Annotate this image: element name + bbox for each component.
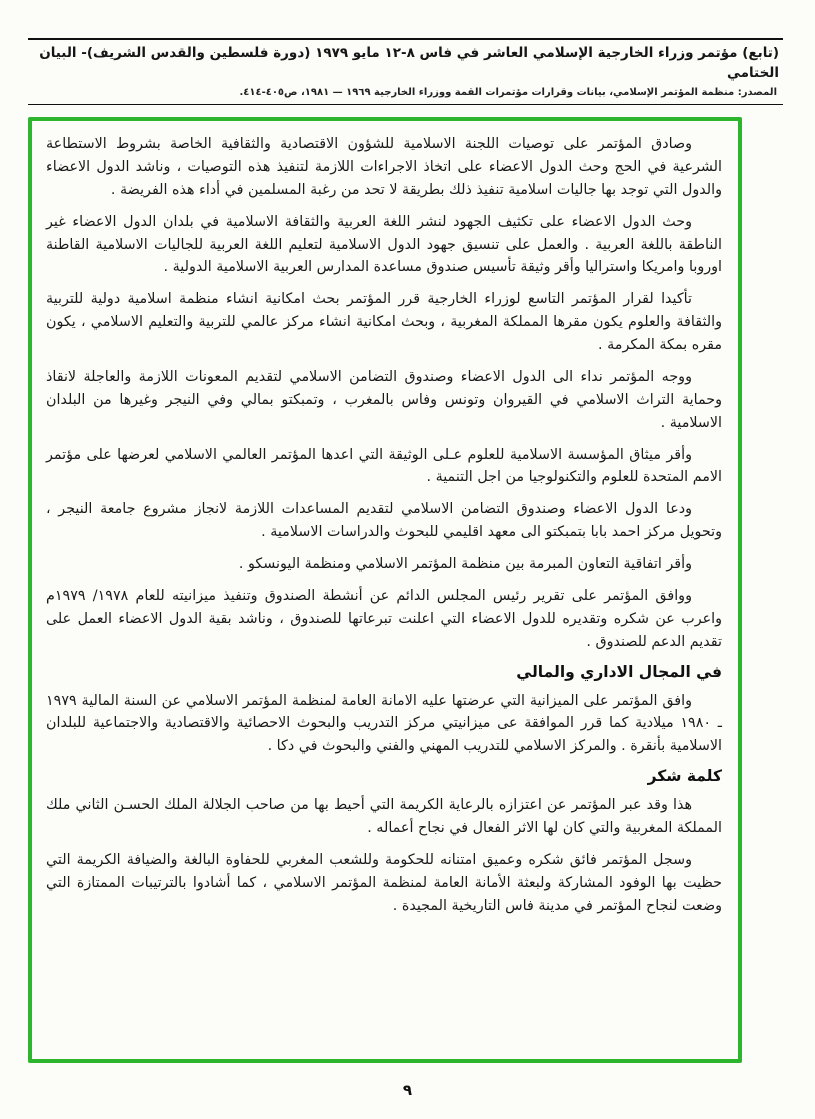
paragraph-arabic-language: وحث الدول الاعضاء على تكثيف الجهود لنشر اللغة العربية والثقافة الاسلامية في بلدان الدول الاعضاء غير الناطقة باللغة العربية . والعمل على تنسيق جهود الدول الاسلامية لتعليم اللغة العربية للجاليات الاسلامية القاطنة اوروبا وامريكا واستراليا وأقر وثيقة تأسيس صندوق مساعدة المدارس العربية الاسلامية الدولية .	[46, 213, 722, 276]
paragraph-morocco-thanks: وسجل المؤتمر فائق شكره وعميق امتنانه للحكومة وللشعب المغربي للحفاوة البالغة والضيافة الكريمة التي حظيت بها الوفود المشاركة ولبعثة الأمانة العامة لمنظمة المؤتمر الاسلامي ، كما أشادوا بالترتيبات الممتازة التي وضعت لنجاح المؤتمر في مدينة فاس التاريخية المجيدة .	[46, 851, 722, 914]
section-heading-thanks: كلمة شكر	[647, 767, 722, 786]
page-number: ٩	[402, 1081, 413, 1099]
section-heading-admin-financial: في المجال الاداري والمالي	[516, 662, 722, 681]
paragraph-education-organization: تأكيدا لقرار المؤتمر التاسع لوزراء الخارجية قرر المؤتمر بحث امكانية انشاء منظمة اسلامية دولية للتربية والثقافة والعلوم يكون مقرها المملكة المغربية ، وبحث امكانية انشاء مركز عالمي للتربية والتعليم الاسلامي ، يكون مقره بمكة المكرمة .	[46, 291, 722, 353]
document-header	[28, 38, 783, 105]
paragraph-unesco-agreement: وأقر اتفاقية التعاون المبرمة بين منظمة المؤتمر الاسلامي ومنظمة اليونسكو .	[238, 556, 692, 572]
paragraph-hajj-recommendations: وصادق المؤتمر على توصيات اللجنة الاسلامية للشؤون الاقتصادية والثقافية الخاصة بشروط الاستطاعة الشرعية في الحج وحث الدول الاعضاء على اتخاذ الاجراءات اللازمة لتنفيذ هذه التوصيات ، وناشد الدول الاعضاء والدول التي توجد بها جاليات اسلامية تنفيذ ذلك بطريقة لا تحد من رغبة المسلمين في أداء هذه الفريضة .	[46, 136, 722, 198]
paragraph-heritage-appeal: ووجه المؤتمر نداء الى الدول الاعضاء وصندوق التضامن الاسلامي لتقديم المعونات اللازمة والعاجلة لانقاذ وحماية التراث الاسلامي في القيروان وتونس وفاس بالمغرب ، وتمبكتو بمالي وفي النيجر وغيرها من البلدان الاسلامية .	[46, 368, 722, 431]
paragraph-budget: وافق المؤتمر على الميزانية التي عرضتها عليه الامانة العامة لمنظمة المؤتمر الاسلامي عن السنة المالية ١٩٧٩ ـ ١٩٨٠ ميلادية كما قرر الموافقة عى ميزانيتي مركز التدريب والبحوث الاحصائية والاقتصادية والاجتماعية للبلدان الاسلامية بأنقرة . والمركز الاسلامي للتدريب المهني والفني والبحوث في دكا .	[46, 692, 722, 755]
header-source: المصدر: منظمة المؤتمر الإسلامي، بيانات وقرارات مؤتمرات القمة ووزراء الخارجية ١٩٦٩ — ١٩٨١، ص٤٠٥-٤١٤.	[239, 86, 777, 98]
paragraph-science-charter: وأقر ميثاق المؤسسة الاسلامية للعلوم عـلى الوثيقة التي اعدها المؤتمر العالمي الاسلامي لعرضها على مؤتمر الامم المتحدة للعلوم والتكنولوجيا من اجل التنمية .	[46, 446, 722, 486]
paragraph-niger-university: ودعا الدول الاعضاء وصندوق التضامن الاسلامي لتقديم المساعدات اللازمة لانجاز مشروع جامعة النيجر ، وتحويل مركز احمد بابا بتمبكتو الى معهد اقليمي للبحوث والدراسات الاسلامية .	[46, 501, 722, 541]
header-rule-bottom	[28, 104, 783, 105]
header-title: (تابع) مؤتمر وزراء الخارجية الإسلامي العاشر في فاس ٨-١٢ مايو ١٩٧٩ (دورة فلسطين والقدس الشريف)- البيان الختامي	[39, 45, 779, 82]
paragraph-fund-report: ووافق المؤتمر على تقرير رئيس المجلس الدائم عن أنشطة الصندوق وتنفيذ ميزانيته للعام ١٩٧٨/ ١٩٧٩م واعرب عن شكره وتقديره للدول الاعضاء التي اعلنت تبرعاتها للصندوق ، وناشد بقية الدول الاعضاء العمل على تقديم الدعم للصندوق .	[46, 587, 722, 650]
content-frame	[28, 117, 742, 1063]
paragraph-king-gratitude: هذا وقد عبر المؤتمر عن اعتزازه بالرعاية الكريمة التي أحيط بها من صاحب الجلالة الملك الحسـن الثاني ملك المملكة المغربية والتي كان لها الاثر الفعال في نجاح أعماله .	[46, 797, 722, 836]
